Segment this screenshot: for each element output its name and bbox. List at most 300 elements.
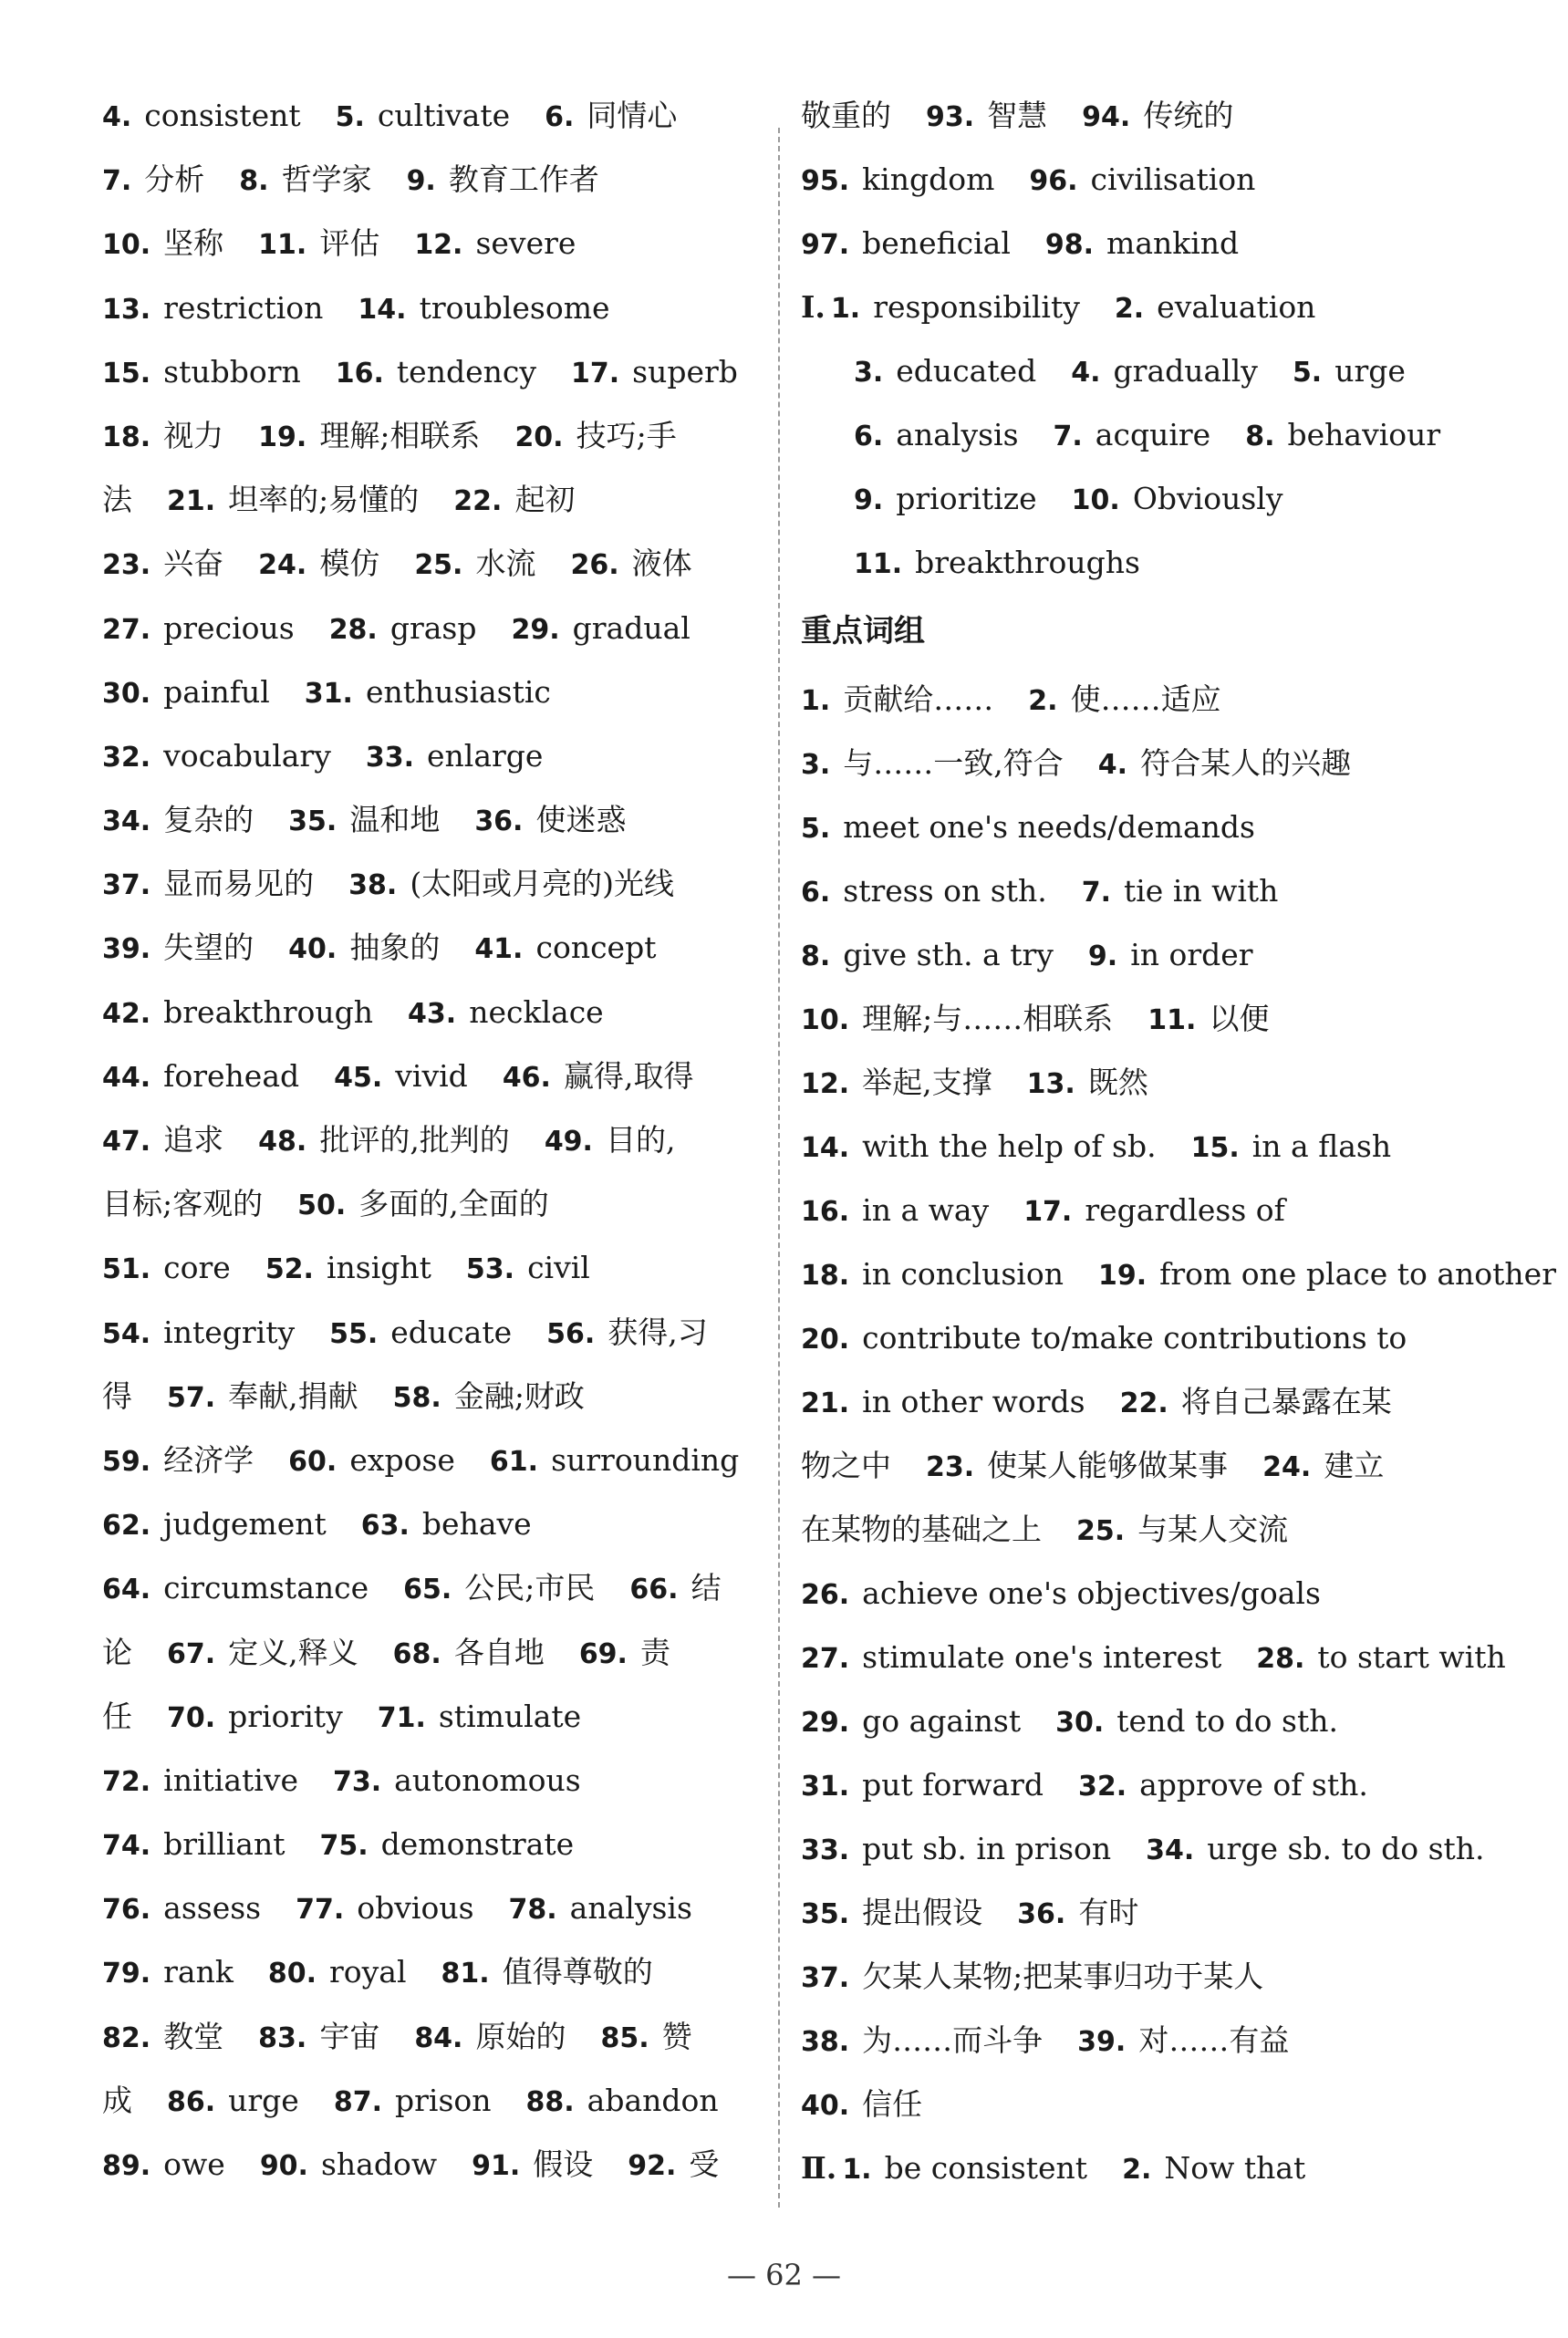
item-answer: circumstance — [163, 1570, 369, 1606]
item-answer: 欠某人某物;把某事归功于某人 — [862, 1959, 1264, 1994]
item-number: 19. — [258, 421, 307, 453]
item-number: 5. — [801, 813, 831, 845]
item-answer: go against — [862, 1703, 1022, 1739]
item-answer: regardless of — [1085, 1192, 1285, 1228]
answer-line — [801, 795, 1476, 859]
item-answer: 责 — [639, 1634, 670, 1670]
answer-line — [102, 1429, 759, 1492]
item-number: 88. — [525, 2085, 575, 2118]
item-number: 28. — [1256, 1643, 1305, 1675]
item-answer: 对……有益 — [1138, 2022, 1290, 2058]
item-number: 8. — [1245, 421, 1275, 452]
item-answer: 兴奋 — [163, 546, 224, 582]
item-answer: 使某人能够做某事 — [987, 1448, 1229, 1483]
item-number: 32. — [102, 741, 151, 774]
item-answer: 坚称 — [163, 225, 224, 262]
item-answer: civil — [527, 1250, 590, 1286]
item-answer: 模仿 — [319, 546, 380, 582]
answer-line — [801, 1179, 1476, 1242]
answer-line — [801, 859, 1476, 923]
item-answer: analysis — [896, 417, 1019, 452]
answer-line — [801, 1051, 1476, 1115]
item-answer: expose — [349, 1441, 455, 1478]
item-number: 28. — [328, 613, 378, 646]
item-number: 77. — [296, 1894, 345, 1927]
item-answer: achieve one's objectives/goals — [862, 1575, 1321, 1611]
item-answer: 视力 — [163, 417, 224, 453]
item-answer: judgement — [163, 1506, 327, 1543]
answer-line — [801, 668, 1476, 732]
item-answer: 贡献给…… — [843, 681, 994, 717]
item-number: 90. — [259, 2150, 308, 2182]
item-answer: 多面的,全面的 — [358, 1186, 549, 1222]
item-number: 70. — [167, 1701, 216, 1734]
answer-line — [102, 1301, 759, 1365]
item-number: 53. — [465, 1253, 515, 1286]
item-number: 2. — [1114, 293, 1145, 325]
item-answer: 以便 — [1209, 1001, 1270, 1036]
item-number: 18. — [801, 1260, 850, 1292]
answer-line — [801, 1881, 1476, 1945]
item-number: 69. — [578, 1637, 628, 1670]
item-answer: brilliant — [163, 1826, 286, 1863]
item-number: 37. — [102, 869, 151, 902]
item-number: 58. — [392, 1381, 441, 1414]
item-answer: grasp — [389, 609, 477, 646]
item-answer: 定义,释义 — [228, 1634, 358, 1670]
item-number: 75. — [319, 1830, 369, 1863]
item-number: 15. — [102, 357, 151, 390]
item-answer: precious — [163, 609, 295, 646]
item-answer: urge sb. to do sth. — [1207, 1831, 1485, 1866]
item-number: 44. — [102, 1061, 151, 1094]
item-answer: forehead — [163, 1057, 300, 1094]
item-number: 59. — [102, 1445, 151, 1478]
section-1-label: Ⅰ. — [801, 289, 826, 325]
item-answer: meet one's needs/demands — [843, 809, 1255, 845]
answer-line — [801, 987, 1476, 1051]
item-number: 24. — [1262, 1451, 1312, 1483]
answer-line — [102, 1556, 759, 1620]
item-number: 38. — [801, 2026, 850, 2058]
item-answer: 智慧 — [987, 98, 1048, 133]
item-number: 22. — [453, 485, 503, 518]
item-answer: responsibility — [873, 289, 1080, 325]
item-number: 9. — [854, 484, 884, 516]
item-answer: 敬重的 — [801, 98, 891, 133]
item-number: 24. — [258, 549, 307, 582]
item-number: 5. — [1292, 357, 1323, 389]
answer-line — [102, 1685, 759, 1749]
item-answer: 赞 — [661, 2018, 692, 2054]
item-number: 76. — [102, 1894, 151, 1927]
item-number: 10. — [801, 1004, 850, 1036]
answer-line — [801, 2073, 1476, 2136]
item-number: 34. — [102, 805, 151, 838]
item-number: 49. — [544, 1126, 593, 1158]
item-number: 27. — [102, 613, 151, 646]
right-top-items — [801, 84, 1476, 275]
item-answer: breakthroughs — [915, 545, 1140, 580]
item-number: 71. — [377, 1701, 426, 1734]
item-number: 13. — [1026, 1068, 1075, 1100]
item-answer: 同情心 — [587, 98, 678, 133]
item-answer: 提出假设 — [862, 1895, 983, 1930]
item-number: 81. — [441, 1958, 490, 1990]
item-number: 1. — [830, 293, 861, 325]
item-number: 7. — [102, 165, 132, 198]
item-number: 21. — [167, 485, 216, 518]
item-answer: cultivate — [377, 98, 511, 133]
item-answer: 坦率的;易懂的 — [228, 482, 420, 518]
item-answer: kingdom — [862, 161, 995, 197]
item-answer: 目的, — [605, 1122, 676, 1158]
item-number: 4. — [1071, 357, 1101, 389]
item-number: 11. — [258, 229, 307, 262]
item-answer: 教育工作者 — [448, 161, 599, 198]
item-answer: (太阳或月亮的)光线 — [410, 866, 675, 902]
answer-line — [102, 597, 759, 660]
item-answer: stimulate one's interest — [862, 1639, 1222, 1675]
answer-line — [801, 1306, 1476, 1370]
answer-line — [801, 1242, 1556, 1306]
item-number: 96. — [1029, 165, 1078, 197]
item-number: 42. — [102, 997, 151, 1030]
item-number: 36. — [1017, 1898, 1066, 1930]
item-answer: 论 — [102, 1634, 132, 1670]
answer-line — [102, 1813, 759, 1876]
item-answer: 值得尊敬的 — [502, 1954, 653, 1990]
item-number: 4. — [102, 101, 132, 133]
answer-line — [801, 1434, 1476, 1498]
item-number: 2. — [1028, 685, 1058, 717]
item-number: 85. — [600, 2021, 649, 2054]
section-2-answers — [801, 2136, 1476, 2200]
item-answer: 分析 — [144, 161, 205, 198]
item-number: 7. — [1053, 421, 1083, 452]
item-answer: autonomous — [394, 1761, 581, 1798]
answer-line — [801, 1562, 1476, 1626]
item-number: 73. — [333, 1765, 382, 1798]
item-answer: mankind — [1106, 225, 1240, 261]
item-answer: analysis — [569, 1890, 692, 1927]
item-answer: 将自己暴露在某 — [1180, 1384, 1392, 1419]
item-number: 60. — [288, 1445, 337, 1478]
item-number: 35. — [801, 1898, 850, 1930]
item-answer: 受 — [689, 2146, 720, 2182]
answer-line — [102, 852, 759, 916]
item-answer: Obviously — [1132, 481, 1283, 516]
item-answer: tendency — [396, 353, 536, 390]
right-column — [801, 84, 1556, 2200]
item-answer: enthusiastic — [365, 673, 551, 710]
item-answer: urge — [228, 2082, 299, 2118]
answer-line — [102, 1236, 759, 1300]
item-answer: vivid — [395, 1057, 468, 1094]
item-number: 14. — [801, 1132, 850, 1164]
item-number: 11. — [854, 548, 903, 580]
item-number: 18. — [102, 421, 151, 453]
item-answer: Now that — [1164, 2150, 1306, 2186]
item-number: 98. — [1044, 229, 1095, 261]
item-answer: 哲学家 — [281, 161, 372, 198]
item-number: 93. — [926, 101, 975, 133]
item-number: 17. — [571, 357, 620, 390]
item-answer: consistent — [144, 98, 301, 133]
item-number: 33. — [365, 741, 415, 774]
answer-line — [801, 212, 1476, 275]
answer-line — [801, 923, 1476, 987]
section-2-label: Ⅱ. — [801, 2150, 837, 2186]
answer-line — [102, 1749, 759, 1813]
answer-line — [801, 732, 1476, 795]
item-number: 39. — [1077, 2026, 1127, 2058]
item-answer: surrounding — [551, 1441, 740, 1478]
item-answer: 复杂的 — [163, 802, 254, 838]
answer-line — [102, 340, 759, 404]
item-answer: vocabulary — [163, 737, 331, 774]
answer-line — [102, 2069, 759, 2133]
item-number: 80. — [267, 1958, 317, 1990]
answer-line — [102, 1492, 759, 1556]
item-answer: 各自地 — [453, 1634, 545, 1670]
item-number: 17. — [1023, 1196, 1073, 1228]
item-answer: in a flash — [1251, 1128, 1392, 1164]
answer-line — [801, 403, 1476, 467]
item-answer: gradual — [572, 609, 691, 646]
item-answer: 理解;相联系 — [319, 417, 481, 453]
item-answer: stubborn — [163, 353, 301, 390]
item-answer: 使……适应 — [1070, 681, 1221, 717]
item-number: 72. — [102, 1765, 151, 1798]
answer-line — [801, 2009, 1476, 2073]
answer-line — [102, 724, 759, 788]
item-answer: demonstrate — [380, 1826, 575, 1863]
answer-line — [102, 1365, 759, 1429]
item-answer: 得 — [102, 1377, 132, 1414]
item-answer: gradually — [1113, 353, 1258, 389]
item-number: 63. — [360, 1510, 410, 1543]
item-number: 23. — [102, 549, 151, 582]
answer-line — [801, 148, 1476, 212]
item-answer: 使迷惑 — [535, 802, 627, 838]
item-answer: 与某人交流 — [1137, 1512, 1289, 1547]
item-answer: 假设 — [533, 2146, 594, 2182]
item-number: 5. — [335, 101, 365, 133]
item-answer: 经济学 — [163, 1441, 254, 1478]
item-answer: 既然 — [1087, 1065, 1148, 1100]
item-answer: 在某物的基础之上 — [801, 1512, 1042, 1547]
answer-line — [102, 84, 759, 148]
item-answer: insight — [326, 1250, 431, 1286]
answer-line — [102, 1940, 759, 2004]
item-number: 8. — [801, 940, 831, 972]
item-number: 50. — [297, 1190, 347, 1222]
item-number: 97. — [801, 229, 850, 261]
item-answer: shadow — [320, 2146, 438, 2182]
item-answer: rank — [163, 1954, 234, 1990]
item-answer: 传统的 — [1143, 98, 1234, 133]
item-answer: 起初 — [514, 482, 576, 518]
item-number: 26. — [801, 1579, 850, 1611]
item-answer: 技巧;手 — [576, 417, 677, 453]
item-number: 91. — [472, 2150, 521, 2182]
answer-line — [801, 1626, 1506, 1689]
item-number: 68. — [392, 1637, 441, 1670]
answer-line — [102, 1621, 759, 1685]
item-number: 39. — [102, 933, 151, 966]
item-number: 92. — [628, 2150, 677, 2182]
item-number: 10. — [102, 229, 151, 262]
item-answer: contribute to/make contributions to — [862, 1320, 1407, 1356]
item-answer: in a way — [862, 1192, 990, 1228]
item-answer: prison — [395, 2082, 492, 2118]
answer-line — [102, 1108, 759, 1172]
item-answer: 公民;市民 — [464, 1570, 596, 1606]
item-answer: 目标;客观的 — [102, 1186, 264, 1222]
item-answer: priority — [228, 1698, 343, 1734]
answer-line — [102, 532, 759, 596]
item-number: 47. — [102, 1126, 151, 1158]
item-answer: abandon — [587, 2082, 719, 2118]
item-answer: 温和地 — [349, 802, 441, 838]
item-answer: obvious — [357, 1890, 474, 1927]
item-number: 6. — [854, 421, 884, 452]
item-answer: royal — [329, 1954, 407, 1990]
item-number: 84. — [414, 2021, 463, 2054]
item-number: 48. — [258, 1126, 307, 1158]
answer-line — [102, 404, 759, 468]
item-answer: 显而易见的 — [163, 866, 315, 902]
item-number: 1. — [801, 685, 831, 717]
item-answer: with the help of sb. — [862, 1128, 1157, 1164]
item-number: 55. — [329, 1317, 379, 1350]
answer-line — [102, 2005, 759, 2069]
item-number: 8. — [239, 165, 269, 198]
item-answer: evaluation — [1157, 289, 1316, 325]
item-answer: enlarge — [427, 737, 544, 774]
item-number: 13. — [102, 293, 151, 326]
item-answer: 成 — [102, 2082, 132, 2118]
item-answer: necklace — [469, 993, 604, 1030]
item-number: 87. — [333, 2085, 382, 2118]
item-answer: 宇宙 — [319, 2018, 380, 2054]
item-number: 12. — [414, 229, 463, 262]
answer-line — [801, 2136, 1476, 2200]
item-number: 6. — [545, 101, 575, 133]
answer-line — [102, 788, 759, 852]
item-number: 37. — [801, 1962, 850, 1994]
item-number: 89. — [102, 2150, 151, 2182]
item-number: 52. — [265, 1253, 314, 1286]
item-number: 35. — [288, 805, 337, 838]
item-number: 32. — [1077, 1771, 1127, 1803]
item-answer: integrity — [163, 1314, 296, 1350]
answer-line — [102, 1044, 759, 1108]
answer-line — [102, 1876, 759, 1940]
item-answer: 物之中 — [801, 1448, 891, 1483]
item-number: 61. — [489, 1445, 539, 1478]
item-number: 31. — [801, 1771, 850, 1803]
answer-line — [102, 1172, 759, 1236]
item-answer: stress on sth. — [843, 873, 1047, 909]
item-answer: in other words — [862, 1384, 1085, 1419]
answer-line — [801, 1817, 1485, 1881]
item-number: 9. — [406, 165, 436, 198]
item-answer: approve of sth. — [1139, 1767, 1368, 1803]
item-answer: stimulate — [438, 1698, 582, 1734]
item-number: 20. — [514, 421, 564, 453]
item-answer: acquire — [1095, 417, 1211, 452]
item-answer: 举起,支撑 — [862, 1065, 992, 1100]
item-answer: 与……一致,符合 — [843, 745, 1064, 781]
item-answer: 原始的 — [475, 2018, 566, 2054]
item-number: 30. — [1055, 1707, 1105, 1739]
item-number: 27. — [801, 1643, 850, 1675]
answer-line — [801, 1370, 1476, 1434]
item-number: 40. — [288, 933, 337, 966]
item-answer: 液体 — [631, 546, 692, 582]
item-number: 29. — [511, 613, 560, 646]
item-answer: troublesome — [419, 289, 610, 326]
page-number: — 62 — — [726, 2258, 842, 2292]
answer-line — [801, 275, 1476, 339]
item-number: 38. — [348, 869, 398, 902]
item-answer: severe — [475, 225, 576, 262]
item-number: 2. — [1122, 2154, 1152, 2186]
item-answer: initiative — [163, 1761, 298, 1798]
item-answer: 建立 — [1324, 1448, 1385, 1483]
item-number: 25. — [1076, 1515, 1126, 1547]
item-answer: be consistent — [884, 2150, 1088, 2186]
item-answer: civilisation — [1090, 161, 1256, 197]
item-number: 94. — [1082, 101, 1131, 133]
item-number: 6. — [801, 877, 831, 909]
item-answer: painful — [163, 673, 270, 710]
item-number: 16. — [801, 1196, 850, 1228]
item-answer: 法 — [102, 482, 132, 518]
answer-line — [801, 1498, 1476, 1562]
item-answer: 奉献,捐献 — [228, 1377, 358, 1414]
item-answer: educated — [896, 353, 1037, 389]
item-number: 26. — [570, 549, 619, 582]
item-number: 66. — [629, 1574, 679, 1606]
item-number: 51. — [102, 1253, 151, 1286]
item-number: 41. — [474, 933, 524, 966]
answer-line — [801, 339, 1476, 403]
item-number: 64. — [102, 1574, 151, 1606]
item-answer: owe — [163, 2146, 225, 2182]
item-number: 79. — [102, 1958, 151, 1990]
item-number: 65. — [403, 1574, 452, 1606]
item-answer: to start with — [1317, 1639, 1506, 1675]
key-phrases-list — [801, 668, 1556, 2136]
item-answer: in order — [1130, 937, 1253, 972]
item-number: 78. — [508, 1894, 557, 1927]
item-number: 83. — [258, 2021, 307, 2054]
item-answer: concept — [535, 930, 657, 966]
item-answer: 追求 — [163, 1122, 224, 1158]
item-answer: 为……而斗争 — [862, 2022, 1044, 2058]
item-answer: core — [163, 1250, 231, 1286]
answer-line — [801, 1945, 1476, 2009]
item-answer: behave — [421, 1506, 532, 1543]
item-number: 16. — [335, 357, 384, 390]
left-column — [102, 84, 759, 2197]
item-number: 19. — [1097, 1260, 1147, 1292]
item-answer: 金融;财政 — [453, 1377, 585, 1414]
item-number: 31. — [304, 677, 353, 710]
